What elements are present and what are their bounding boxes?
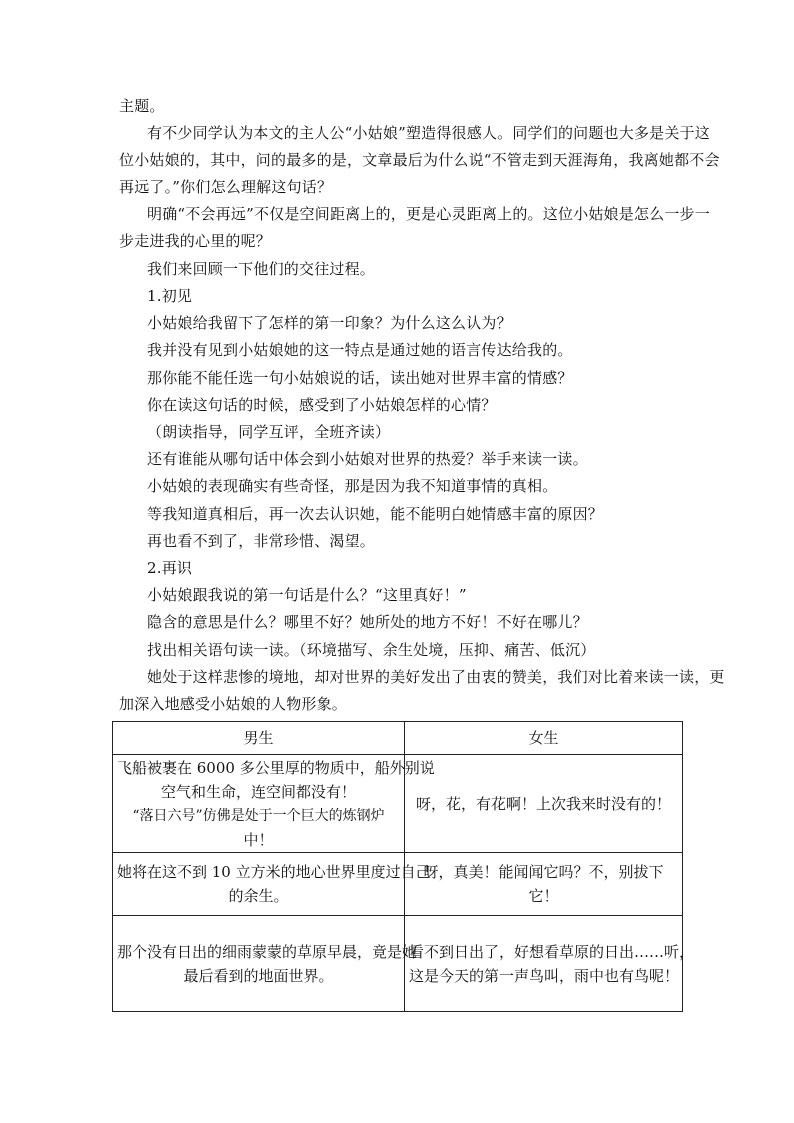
cell-line: “落日六号”仿佛是处于一个巨大的炼钢炉 bbox=[132, 807, 385, 824]
header-boys: 男生 bbox=[113, 722, 405, 755]
cell-line: 的余生。 bbox=[228, 887, 289, 905]
paragraph-line: 找出相关语句读一读。（环境描写、余生处境，压抑、痛苦、低沉） bbox=[147, 641, 596, 659]
section-heading: 1.初见 bbox=[147, 287, 193, 305]
cell-line: 空气和生命，连空间都没有！ bbox=[160, 782, 356, 801]
paragraph-line: 位小姑娘的，其中，问的最多的是，文章最后为什么说“不管走到天涯海角，我离她都不会 bbox=[119, 151, 720, 169]
paragraph-line: 隐含的意思是什么？哪里不好？她所处的地方不好！不好在哪儿？ bbox=[147, 613, 588, 631]
paragraph-line: 步走进我的心里的呢？ bbox=[119, 232, 272, 250]
paragraph-line: 还有谁能从哪句话中体会到小姑娘对世界的热爱？举手来读一读。 bbox=[147, 450, 588, 468]
comparison-table bbox=[112, 721, 695, 1012]
cell-line: 飞船被裹在 6000 多公里厚的物质中，船外别说 bbox=[117, 758, 435, 777]
cell-line: 中！ bbox=[243, 830, 274, 849]
boys-cell bbox=[113, 755, 435, 853]
girls-cell bbox=[405, 916, 695, 1012]
cell-line: 这是今天的第一声鸟叫，雨中也有鸟呢！ bbox=[409, 966, 680, 985]
table-row bbox=[113, 916, 683, 1012]
cell-line: 她将在这不到 10 立方米的地心世界里度过自己 bbox=[117, 863, 431, 881]
paragraph-line: 再也看不到了，非常珍惜、渴望。 bbox=[147, 532, 376, 550]
paragraph-line: 我并没有见到小姑娘她的这一特点是通过她的语言传达给我的。 bbox=[147, 341, 573, 359]
paragraph-line: 我们来回顾一下他们的交往过程。 bbox=[147, 260, 376, 278]
paragraph-line: 你在读这句话的时候，感受到了小姑娘怎样的心情？ bbox=[147, 396, 497, 414]
boys-cell bbox=[113, 853, 431, 916]
paragraph-line: 再远了。”你们怎么理解这句话？ bbox=[119, 178, 333, 196]
paragraph-line: 那你能不能任选一句小姑娘说的话，读出她对世界丰富的情感？ bbox=[147, 369, 573, 387]
paragraph-line: 有不少同学认为本文的主人公“小姑娘”塑造得很感人。同学们的问题也大多是关于这 bbox=[147, 124, 710, 142]
table-row bbox=[113, 755, 683, 853]
paragraph-line: 小姑娘的表现确实有些奇怪，那是因为我不知道事情的真相。 bbox=[147, 477, 558, 495]
paragraph-line: 明确“不会再远”不仅是空间距离上的，更是心灵距离上的。这位小姑娘是怎么一步一 bbox=[147, 205, 710, 223]
section-heading: 2.再识 bbox=[147, 559, 193, 577]
table-row bbox=[113, 853, 683, 916]
boys-cell bbox=[113, 916, 418, 1012]
table-header-row bbox=[113, 722, 683, 755]
paragraph-line: 她处于这样悲惨的境地，却对世界的美好发出了由衷的赞美，我们对比着来读一读，更 bbox=[147, 668, 725, 686]
girls-cell: 呀，真美！能闻闻它吗？不，别拔下它！ bbox=[405, 853, 683, 916]
cell-line: 那个没有日出的细雨蒙蒙的草原早晨，竟是她 bbox=[117, 942, 418, 961]
paragraph-line: 小姑娘跟我说的第一句话是什么？“这里真好！” bbox=[147, 586, 467, 604]
paragraph-line: 等我知道真相后，再一次去认识她，能不能明白她情感丰富的原因？ bbox=[147, 505, 604, 523]
paragraph-line: 加深入地感受小姑娘的人物形象。 bbox=[119, 695, 348, 713]
cell-line: 看不到日出了，好想看草原的日出……听， bbox=[409, 942, 695, 961]
header-girls: 女生 bbox=[405, 722, 683, 755]
girls-cell: 呀，花，有花啊！上次我来时没有的！ bbox=[405, 755, 683, 853]
cell-line: 最后看到的地面世界。 bbox=[183, 966, 334, 985]
paragraph-line: （朗读指导，同学互评，全班齐读） bbox=[147, 423, 391, 441]
paragraph-line: 小姑娘给我留下了怎样的第一印象？为什么这么认为？ bbox=[147, 314, 512, 332]
paragraph-line: 主题。 bbox=[119, 97, 165, 115]
